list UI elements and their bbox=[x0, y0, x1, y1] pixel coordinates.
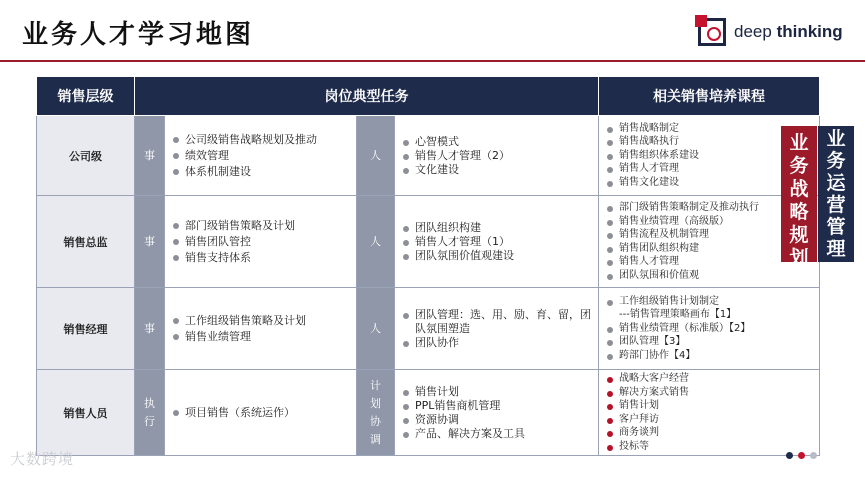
list-item: 产品、解决方案及工具 bbox=[401, 427, 592, 441]
list-item: 销售人才管理 bbox=[605, 162, 813, 176]
people-cell bbox=[395, 116, 599, 196]
people-cell bbox=[395, 370, 599, 456]
bullet-list bbox=[401, 135, 592, 177]
list-item: ---销售管理策略画布【1】 bbox=[619, 309, 737, 321]
row-level: 销售总监 bbox=[37, 196, 135, 288]
list-item: 客户拜访 bbox=[605, 413, 813, 427]
task-cell bbox=[165, 196, 357, 288]
list-item: 工作组级销售计划制定 bbox=[605, 295, 813, 309]
list-item: 团队氛围价值观建设 bbox=[401, 249, 592, 263]
list-item: 体系机制建设 bbox=[171, 164, 350, 180]
header-tasks: 岗位典型任务 bbox=[135, 77, 599, 116]
course-cell bbox=[599, 288, 820, 370]
list-item: 销售战略制定 bbox=[605, 122, 813, 136]
list-item: 商务谈判 bbox=[605, 426, 813, 440]
page-title: 业务人才学习地图 bbox=[22, 20, 255, 50]
side-label-operations: 业 务 运 营 管 理 bbox=[818, 126, 854, 262]
people-cell bbox=[395, 288, 599, 370]
list-item: 销售流程及机制管理 bbox=[605, 228, 813, 242]
people-type-tag: 计 划 协 调 bbox=[357, 370, 395, 456]
slide-pager bbox=[786, 452, 817, 459]
header-courses: 相关销售培养课程 bbox=[599, 77, 820, 116]
bullet-list bbox=[401, 221, 592, 263]
task-type-tag: 事 bbox=[135, 288, 165, 370]
row-level: 公司级 bbox=[37, 116, 135, 196]
list-item: 心智模式 bbox=[401, 135, 592, 149]
table-row bbox=[37, 196, 820, 288]
table-row bbox=[37, 288, 820, 370]
task-type-tag: 事 bbox=[135, 196, 165, 288]
list-item: 部门级销售策略及计划 bbox=[171, 218, 350, 234]
list-item: 团队管理：选、用、励、育、留，团队氛围塑造 bbox=[401, 308, 592, 336]
task-type-tag: 事 bbox=[135, 116, 165, 196]
row-level: 销售经理 bbox=[37, 288, 135, 370]
list-item: 解决方案式销售 bbox=[605, 386, 813, 400]
list-item: 投标等 bbox=[605, 440, 813, 454]
row-level: 销售人员 bbox=[37, 370, 135, 456]
task-cell bbox=[165, 116, 357, 196]
bullet-list bbox=[605, 295, 813, 363]
brand-logo bbox=[698, 18, 843, 46]
list-item: 文化建设 bbox=[401, 163, 592, 177]
people-type-tag: 人 bbox=[357, 288, 395, 370]
list-item: 销售业绩管理（标准版）【2】 bbox=[605, 322, 813, 336]
list-item: 销售文化建设 bbox=[605, 176, 813, 190]
course-cell bbox=[599, 370, 820, 456]
list-item: 销售组织体系建设 bbox=[605, 149, 813, 163]
watermark: 大数跨境 bbox=[10, 450, 75, 468]
bullet-list bbox=[171, 218, 350, 266]
bullet-list bbox=[401, 385, 592, 441]
list-item: 工作组级销售策略及计划 bbox=[171, 313, 350, 329]
pager-dot bbox=[810, 452, 817, 459]
pager-dot bbox=[786, 452, 793, 459]
logo-icon bbox=[698, 18, 726, 46]
list-item: 团队组织构建 bbox=[401, 221, 592, 235]
bullet-list bbox=[171, 405, 350, 421]
table-header-row bbox=[37, 77, 820, 116]
learning-map-table bbox=[36, 76, 820, 456]
header-level: 销售层级 bbox=[37, 77, 135, 116]
list-item: 销售人才管理 bbox=[605, 255, 813, 269]
people-type-tag: 人 bbox=[357, 196, 395, 288]
list-item: 项目销售（系统运作） bbox=[171, 405, 350, 421]
bullet-list bbox=[171, 132, 350, 180]
people-cell bbox=[395, 196, 599, 288]
task-type-tag: 执 行 bbox=[135, 370, 165, 456]
list-item: PPL销售商机管理 bbox=[401, 399, 592, 413]
list-item: 公司级销售战略规划及推动 bbox=[171, 132, 350, 148]
list-item: 销售团队管控 bbox=[171, 234, 350, 250]
bullet-list bbox=[605, 372, 813, 453]
list-item: 资源协调 bbox=[401, 413, 592, 427]
logo-text: deep thinking bbox=[734, 22, 843, 41]
table-row bbox=[37, 370, 820, 456]
pager-dot bbox=[798, 452, 805, 459]
list-item: 部门级销售策略制定及推动执行 bbox=[605, 201, 813, 215]
list-item: 销售支持体系 bbox=[171, 250, 350, 266]
list-item: 团队管理【3】 bbox=[605, 335, 813, 349]
side-label-strategy: 业 务 战 略 规 划 bbox=[781, 126, 817, 262]
list-item: 销售业绩管理（高级版） bbox=[605, 215, 813, 229]
list-item: 绩效管理 bbox=[171, 148, 350, 164]
bullet-list bbox=[401, 308, 592, 350]
task-cell bbox=[165, 370, 357, 456]
people-type-tag: 人 bbox=[357, 116, 395, 196]
list-item: 战略大客户经营 bbox=[605, 372, 813, 386]
bullet-list bbox=[171, 313, 350, 345]
table-row bbox=[37, 116, 820, 196]
list-item: 销售战略执行 bbox=[605, 135, 813, 149]
list-item: 团队协作 bbox=[401, 336, 592, 350]
list-item: 销售人才管理（1） bbox=[401, 235, 592, 249]
list-item: 销售计划 bbox=[401, 385, 592, 399]
list-item: 团队氛围和价值观 bbox=[605, 269, 813, 283]
list-item: 销售计划 bbox=[605, 399, 813, 413]
list-item: 跨部门协作【4】 bbox=[605, 349, 813, 363]
list-item: 销售团队组织构建 bbox=[605, 242, 813, 256]
list-item: 销售业绩管理 bbox=[171, 329, 350, 345]
task-cell bbox=[165, 288, 357, 370]
title-divider bbox=[0, 60, 865, 62]
list-item: 销售人才管理（2） bbox=[401, 149, 592, 163]
